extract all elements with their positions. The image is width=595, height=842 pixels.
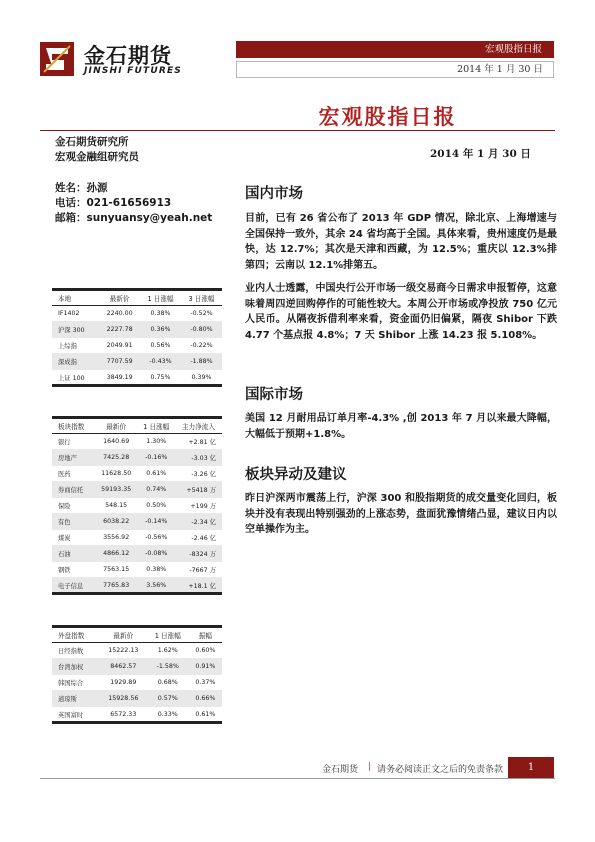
- cell-change-1d: -0.56%: [137, 530, 175, 546]
- col-header: 外盘指数: [52, 627, 100, 643]
- cell-amplitude: 0.61%: [189, 707, 222, 723]
- footer-separator: |: [368, 762, 372, 772]
- publish-date: 2014 年 1 月 30 日: [430, 148, 531, 160]
- cell-price: 6038.22: [95, 514, 138, 530]
- cell-change-1d: 3.56%: [137, 578, 175, 594]
- table-row: [52, 578, 222, 594]
- cell-change-1d: -0.14%: [137, 514, 175, 530]
- cell-change-1d: 0.56%: [140, 338, 181, 354]
- cell-name: 石油: [52, 546, 95, 562]
- logo-chinese-name: 金石期货: [84, 44, 172, 68]
- cell-change-3d: -0.52%: [181, 306, 222, 322]
- table-row: [52, 466, 222, 482]
- cell-price: 8462.57: [100, 659, 147, 675]
- table-row: [52, 370, 222, 386]
- cell-change-1d: 0.38%: [137, 562, 175, 578]
- table-header-row: [52, 418, 222, 434]
- domestic-index-table: [52, 288, 222, 387]
- table-row: [52, 306, 222, 322]
- org-team: 宏观金融组研究员: [55, 151, 139, 163]
- cell-change-1d: 0.75%: [140, 370, 181, 386]
- table-row: [52, 322, 222, 338]
- cell-name: 韩国综合: [52, 675, 100, 691]
- analyst-phone: 电话：021-61656913: [55, 197, 172, 209]
- footer-company-label: 金石期货: [322, 765, 359, 775]
- col-header: 本地: [52, 290, 99, 306]
- paragraph-domestic-liquidity: 业内人士透露，中国央行公开市场一级交易商今日需求申报暂停，这意味着周四逆回购停作的可能性较大。本周公开市场或净投放 750 亿元人民币。从隔夜拆借利率来看，资金面仍旧偏紧，隔夜 Shibor 下跌 4.77 个基点报 4.8%；7 天 Shibor 上涨 14.23 报 5.108%。: [245, 283, 557, 341]
- page-title: 宏观股指日报: [318, 105, 457, 129]
- paragraph-sector: 昨日沪深两市震荡上行，沪深 300 和股指期货的成交量变化回归，板块并没有表现出特别强劲的上涨态势，盘面犹豫情绪凸显，建议日内以空单操作为主。: [245, 493, 557, 536]
- table-row: [52, 659, 222, 675]
- col-header: 主力净流入: [175, 418, 222, 434]
- cell-change-1d: 0.61%: [137, 466, 175, 482]
- org-name: 金石期货研究所: [55, 136, 129, 148]
- header-report-tag: 宏观股指日报: [236, 41, 554, 58]
- cell-change-3d: -0.22%: [181, 338, 222, 354]
- cell-change-1d: 0.68%: [147, 675, 189, 691]
- jinshi-logo-icon: [40, 42, 74, 76]
- cell-name: 银行: [52, 434, 95, 450]
- cell-change-1d: 0.74%: [137, 482, 175, 498]
- cell-net-inflow: +18.1 亿: [175, 578, 222, 594]
- cell-amplitude: 0.66%: [189, 691, 222, 707]
- cell-change-1d: -1.58%: [147, 659, 189, 675]
- cell-price: 1640.69: [95, 434, 138, 450]
- cell-change-1d: 0.50%: [137, 498, 175, 514]
- cell-name: 钢铁: [52, 562, 95, 578]
- foreign-index-table: [52, 625, 222, 724]
- cell-price: 2227.78: [99, 322, 140, 338]
- cell-price: 3556.92: [95, 530, 138, 546]
- cell-price: 2240.00: [99, 306, 140, 322]
- cell-net-inflow: -8324 万: [175, 546, 222, 562]
- cell-name: 电子信息: [52, 578, 95, 594]
- cell-name: 英国富时: [52, 707, 100, 723]
- cell-name: IF1402: [52, 306, 99, 322]
- col-header: 最新价: [95, 418, 138, 434]
- col-header: 板块指数: [52, 418, 95, 434]
- paragraph-international: 美国 12 月耐用品订单月率-4.3% ,创 2013 年 7 月以来最大降幅，大幅低于预期+1.8%。: [245, 413, 557, 440]
- col-header: 最新价: [100, 627, 147, 643]
- cell-price: 59193.35: [95, 482, 138, 498]
- section-title-sector: 板块异动及建议: [245, 467, 347, 483]
- cell-net-inflow: -2.46 亿: [175, 530, 222, 546]
- cell-price: 7765.83: [95, 578, 138, 594]
- section-title-domestic: 国内市场: [245, 186, 303, 202]
- section-title-international: 国际市场: [245, 387, 303, 403]
- table-header-row: [52, 290, 222, 306]
- footer-divider: [40, 778, 555, 779]
- analyst-name: 姓名：孙源: [55, 182, 108, 194]
- table-row: [52, 498, 222, 514]
- cell-price: 7425.28: [95, 450, 138, 466]
- table-row: [52, 562, 222, 578]
- table-row: [52, 434, 222, 450]
- header-date: 2014 年 1 月 30 日: [236, 61, 554, 78]
- cell-net-inflow: +199 万: [175, 498, 222, 514]
- table-row: [52, 354, 222, 370]
- cell-amplitude: 0.37%: [189, 675, 222, 691]
- cell-name: 有色: [52, 514, 95, 530]
- cell-name: 台湾加权: [52, 659, 100, 675]
- cell-name: 房地产: [52, 450, 95, 466]
- table-row: [52, 530, 222, 546]
- cell-amplitude: 0.60%: [189, 643, 222, 659]
- col-header: 1 日涨幅: [147, 627, 189, 643]
- table-row: [52, 675, 222, 691]
- cell-net-inflow: -7667 万: [175, 562, 222, 578]
- logo-english-name: JINSHI FUTURES: [84, 66, 182, 76]
- cell-price: 7707.59: [99, 354, 140, 370]
- table-row: [52, 514, 222, 530]
- cell-net-inflow: -3.03 亿: [175, 450, 222, 466]
- cell-change-1d: 0.33%: [147, 707, 189, 723]
- cell-name: 日经指数: [52, 643, 100, 659]
- cell-net-inflow: +2.81 亿: [175, 434, 222, 450]
- cell-net-inflow: -2.34 亿: [175, 514, 222, 530]
- cell-name: 沪深 300: [52, 322, 99, 338]
- cell-price: 15222.13: [100, 643, 147, 659]
- cell-name: 券商信托: [52, 482, 95, 498]
- cell-name: 上证 100: [52, 370, 99, 386]
- cell-net-inflow: +5418 万: [175, 482, 222, 498]
- cell-name: 上综指: [52, 338, 99, 354]
- page-number: 1: [508, 757, 554, 778]
- cell-name: 深成指: [52, 354, 99, 370]
- col-header: 3 日涨幅: [181, 290, 222, 306]
- footer-disclaimer[interactable]: 请务必阅读正文之后的免责条款: [377, 765, 504, 775]
- table-header-row: [52, 627, 222, 643]
- cell-amplitude: 0.91%: [189, 659, 222, 675]
- footer-company: [322, 762, 358, 775]
- cell-price: 4866.12: [95, 546, 138, 562]
- company-logo: [40, 38, 200, 80]
- cell-name: 道琼斯: [52, 691, 100, 707]
- table-row: [52, 546, 222, 562]
- col-header: 振幅: [189, 627, 222, 643]
- cell-change-1d: 1.62%: [147, 643, 189, 659]
- table-row: [52, 707, 222, 723]
- table-row: [52, 338, 222, 354]
- cell-price: 3849.19: [99, 370, 140, 386]
- cell-net-inflow: -3.26 亿: [175, 466, 222, 482]
- sector-index-table: [52, 416, 222, 595]
- cell-change-1d: 0.57%: [147, 691, 189, 707]
- col-header: 1 日涨幅: [140, 290, 181, 306]
- cell-price: 11628.50: [95, 466, 138, 482]
- col-header: 1 日涨幅: [137, 418, 175, 434]
- cell-name: 医药: [52, 466, 95, 482]
- table-row: [52, 691, 222, 707]
- cell-name: 煤炭: [52, 530, 95, 546]
- title-divider: [40, 130, 555, 131]
- cell-price: 6572.33: [100, 707, 147, 723]
- cell-change-1d: 0.38%: [140, 306, 181, 322]
- cell-name: 保险: [52, 498, 95, 514]
- analyst-email[interactable]: 邮箱：sunyuansy@yeah.net: [55, 212, 213, 224]
- cell-price: 1929.89: [100, 675, 147, 691]
- table-row: [52, 450, 222, 466]
- cell-price: 548.15: [95, 498, 138, 514]
- cell-price: 15928.56: [100, 691, 147, 707]
- col-header: 最新价: [99, 290, 140, 306]
- table-row: [52, 482, 222, 498]
- cell-change-3d: -0.80%: [181, 322, 222, 338]
- cell-change-1d: 0.36%: [140, 322, 181, 338]
- cell-change-3d: 0.39%: [181, 370, 222, 386]
- cell-change-1d: 1.30%: [137, 434, 175, 450]
- cell-change-1d: -0.16%: [137, 450, 175, 466]
- table-row: [52, 643, 222, 659]
- cell-change-3d: -1.88%: [181, 354, 222, 370]
- cell-change-1d: -0.43%: [140, 354, 181, 370]
- cell-price: 7563.15: [95, 562, 138, 578]
- cell-change-1d: -0.08%: [137, 546, 175, 562]
- cell-price: 2049.91: [99, 338, 140, 354]
- paragraph-domestic-gdp: 目前，已有 26 省公布了 2013 年 GDP 情况，除北京、上海增速与全国保持一致外，其余 24 省均高于全国。具体来看，贵州速度仍是最快，达 12.7%；其次是天津和西藏，为 12.5%；重庆以 12.3%排第四；云南以 12.1%排第五。: [245, 213, 557, 271]
